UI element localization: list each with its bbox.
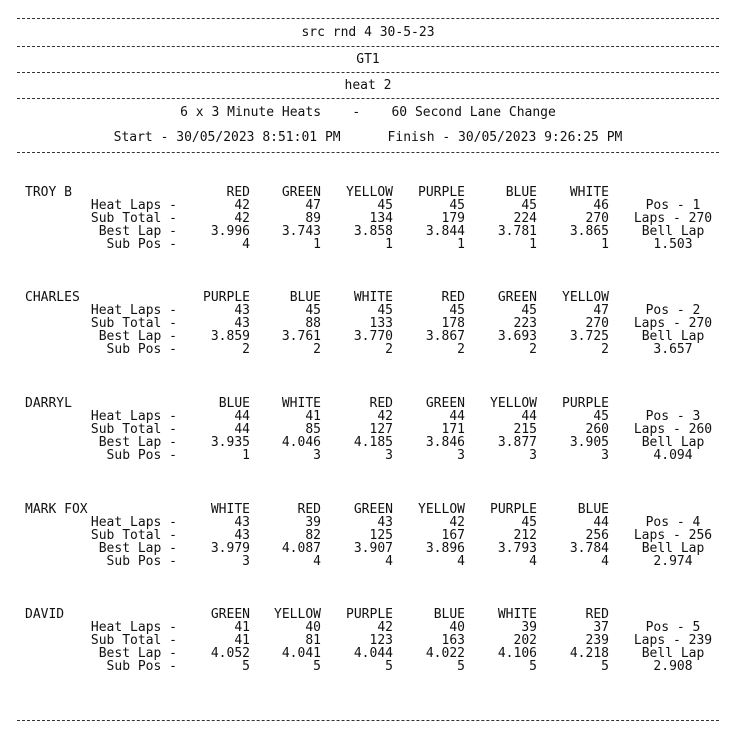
lane-color-cell: RED: [226, 185, 250, 200]
value-cell: 3.859: [210, 329, 250, 344]
racer-name: MARK FOX: [25, 502, 88, 517]
value-cell: 1: [457, 237, 465, 252]
position: Pos - 3: [645, 409, 701, 424]
value-cell: 163: [441, 633, 465, 648]
value-cell: 45: [521, 515, 537, 530]
value-cell: 212: [513, 528, 537, 543]
value-cell: 3.996: [210, 224, 250, 239]
divider: [17, 46, 719, 47]
row-label: Heat Laps -: [90, 620, 177, 635]
row-label: Heat Laps -: [90, 409, 177, 424]
value-cell: 37: [593, 620, 609, 635]
value-cell: 4: [242, 237, 250, 252]
value-cell: 2: [529, 342, 537, 357]
bell-lap-label: Bell Lap: [641, 435, 705, 450]
racer-block: [0, 291, 739, 381]
value-cell: 3.979: [210, 541, 250, 556]
row-label: Best Lap -: [98, 646, 177, 661]
lane-color-cell: RED: [369, 396, 393, 411]
lane-color-cell: GREEN: [353, 502, 393, 517]
value-cell: 1: [242, 448, 250, 463]
value-cell: 1: [529, 237, 537, 252]
lane-color-cell: YELLOW: [562, 290, 609, 305]
value-cell: 4: [601, 554, 609, 569]
row-label: Best Lap -: [98, 435, 177, 450]
divider: [17, 152, 719, 153]
row-label: Best Lap -: [98, 224, 177, 239]
lane-color-cell: GREEN: [425, 396, 465, 411]
value-cell: 40: [449, 620, 465, 635]
value-cell: 46: [593, 198, 609, 213]
value-cell: 3.743: [281, 224, 321, 239]
lane-color-cell: PURPLE: [562, 396, 609, 411]
value-cell: 215: [513, 422, 537, 437]
bell-lap-value: 4.094: [653, 448, 693, 463]
racer-name: DAVID: [25, 607, 65, 622]
total-laps: Laps - 239: [633, 633, 713, 648]
value-cell: 45: [521, 303, 537, 318]
position: Pos - 2: [645, 303, 701, 318]
value-cell: 3.761: [281, 329, 321, 344]
value-cell: 40: [305, 620, 321, 635]
lane-color-cell: RED: [441, 290, 465, 305]
value-cell: 270: [585, 211, 609, 226]
value-cell: 127: [369, 422, 393, 437]
bell-lap-label: Bell Lap: [641, 329, 705, 344]
value-cell: 4.052: [210, 646, 250, 661]
value-cell: 43: [234, 303, 250, 318]
bell-lap-value: 3.657: [653, 342, 693, 357]
class-title: GT1: [356, 52, 380, 67]
sub-pos-row: [0, 660, 739, 673]
row-label: Sub Total -: [90, 316, 177, 331]
value-cell: 42: [377, 409, 393, 424]
lane-color-cell: PURPLE: [346, 607, 393, 622]
value-cell: 41: [234, 620, 250, 635]
bell-lap-value: 1.503: [653, 237, 693, 252]
value-cell: 39: [305, 515, 321, 530]
value-cell: 3.935: [210, 435, 250, 450]
value-cell: 3: [242, 554, 250, 569]
value-cell: 43: [234, 316, 250, 331]
bell-lap-value: 2.908: [653, 659, 693, 674]
bell-lap-label: Bell Lap: [641, 541, 705, 556]
value-cell: 45: [521, 198, 537, 213]
total-laps: Laps - 260: [633, 422, 713, 437]
row-label: Best Lap -: [98, 329, 177, 344]
value-cell: 45: [305, 303, 321, 318]
value-cell: 3: [385, 448, 393, 463]
value-cell: 3.793: [497, 541, 537, 556]
row-label: Sub Total -: [90, 633, 177, 648]
lane-color-cell: YELLOW: [346, 185, 393, 200]
value-cell: 3.844: [425, 224, 465, 239]
value-cell: 3.781: [497, 224, 537, 239]
racer-block: [0, 608, 739, 698]
total-laps: Laps - 270: [633, 211, 713, 226]
value-cell: 3.846: [425, 435, 465, 450]
value-cell: 134: [369, 211, 393, 226]
bell-lap-value: 2.974: [653, 554, 693, 569]
value-cell: 82: [305, 528, 321, 543]
value-cell: 3.858: [353, 224, 393, 239]
lane-color-cell: BLUE: [289, 290, 321, 305]
lane-color-cell: GREEN: [497, 290, 537, 305]
lane-color-cell: GREEN: [281, 185, 321, 200]
value-cell: 44: [449, 409, 465, 424]
value-cell: 223: [513, 316, 537, 331]
event-title: src rnd 4 30-5-23: [301, 25, 435, 40]
divider: [17, 720, 719, 721]
lane-color-cell: GREEN: [210, 607, 250, 622]
value-cell: 3: [529, 448, 537, 463]
sub-pos-row: [0, 238, 739, 251]
value-cell: 239: [585, 633, 609, 648]
value-cell: 4: [529, 554, 537, 569]
lane-color-cell: RED: [585, 607, 609, 622]
lane-color-cell: PURPLE: [203, 290, 250, 305]
value-cell: 4: [457, 554, 465, 569]
value-cell: 5: [601, 659, 609, 674]
racer-name: DARRYL: [25, 396, 72, 411]
value-cell: 3.867: [425, 329, 465, 344]
value-cell: 42: [449, 515, 465, 530]
row-label: Sub Total -: [90, 422, 177, 437]
value-cell: 256: [585, 528, 609, 543]
value-cell: 5: [313, 659, 321, 674]
value-cell: 3: [601, 448, 609, 463]
value-cell: 3.896: [425, 541, 465, 556]
value-cell: 3: [457, 448, 465, 463]
value-cell: 5: [457, 659, 465, 674]
value-cell: 45: [593, 409, 609, 424]
value-cell: 42: [234, 211, 250, 226]
value-cell: 133: [369, 316, 393, 331]
value-cell: 4: [313, 554, 321, 569]
value-cell: 224: [513, 211, 537, 226]
value-cell: 44: [593, 515, 609, 530]
value-cell: 42: [377, 620, 393, 635]
total-laps: Laps - 256: [633, 528, 713, 543]
lane-color-cell: BLUE: [577, 502, 609, 517]
value-cell: 88: [305, 316, 321, 331]
value-cell: 42: [234, 198, 250, 213]
value-cell: 125: [369, 528, 393, 543]
lane-color-cell: WHITE: [281, 396, 321, 411]
value-cell: 4.106: [497, 646, 537, 661]
value-cell: 44: [234, 422, 250, 437]
bell-lap-label: Bell Lap: [641, 646, 705, 661]
lane-color-cell: YELLOW: [490, 396, 537, 411]
row-label: Sub Pos -: [106, 659, 177, 674]
value-cell: 45: [377, 303, 393, 318]
lane-color-cell: WHITE: [497, 607, 537, 622]
racer-block: [0, 186, 739, 276]
times-line: Start - 30/05/2023 8:51:01 PM Finish - 30/05/2023 9:26:25 PM: [113, 130, 623, 145]
value-cell: 85: [305, 422, 321, 437]
row-label: Sub Pos -: [106, 554, 177, 569]
format-line: 6 x 3 Minute Heats - 60 Second Lane Change: [180, 105, 556, 120]
row-label: Sub Pos -: [106, 342, 177, 357]
racer-name: TROY B: [25, 185, 72, 200]
value-cell: 3: [313, 448, 321, 463]
row-label: Sub Pos -: [106, 448, 177, 463]
row-label: Sub Total -: [90, 211, 177, 226]
value-cell: 3.693: [497, 329, 537, 344]
lane-color-cell: BLUE: [218, 396, 250, 411]
value-cell: 43: [377, 515, 393, 530]
value-cell: 4.046: [281, 435, 321, 450]
value-cell: 5: [385, 659, 393, 674]
total-laps: Laps - 270: [633, 316, 713, 331]
value-cell: 3.725: [569, 329, 609, 344]
racer-block: [0, 503, 739, 593]
value-cell: 3.865: [569, 224, 609, 239]
value-cell: 81: [305, 633, 321, 648]
value-cell: 3.905: [569, 435, 609, 450]
value-cell: 2: [457, 342, 465, 357]
lane-color-cell: WHITE: [569, 185, 609, 200]
sub-pos-row: [0, 555, 739, 568]
value-cell: 179: [441, 211, 465, 226]
lane-color-cell: WHITE: [353, 290, 393, 305]
bell-lap-label: Bell Lap: [641, 224, 705, 239]
value-cell: 123: [369, 633, 393, 648]
value-cell: 39: [521, 620, 537, 635]
value-cell: 44: [521, 409, 537, 424]
value-cell: 171: [441, 422, 465, 437]
row-label: Heat Laps -: [90, 515, 177, 530]
position: Pos - 4: [645, 515, 701, 530]
value-cell: 5: [529, 659, 537, 674]
value-cell: 4.185: [353, 435, 393, 450]
row-label: Best Lap -: [98, 541, 177, 556]
value-cell: 45: [449, 198, 465, 213]
lane-color-cell: BLUE: [505, 185, 537, 200]
position: Pos - 5: [645, 620, 701, 635]
lane-color-cell: YELLOW: [274, 607, 321, 622]
row-label: Sub Total -: [90, 528, 177, 543]
value-cell: 202: [513, 633, 537, 648]
lane-color-cell: RED: [297, 502, 321, 517]
value-cell: 260: [585, 422, 609, 437]
value-cell: 41: [305, 409, 321, 424]
racer-name: CHARLES: [25, 290, 80, 305]
heat-title: heat 2: [344, 78, 392, 93]
position: Pos - 1: [645, 198, 701, 213]
value-cell: 2: [385, 342, 393, 357]
value-cell: 45: [449, 303, 465, 318]
sub-pos-row: [0, 449, 739, 462]
row-label: Heat Laps -: [90, 303, 177, 318]
value-cell: 167: [441, 528, 465, 543]
value-cell: 44: [234, 409, 250, 424]
row-label: Heat Laps -: [90, 198, 177, 213]
row-label: Sub Pos -: [106, 237, 177, 252]
value-cell: 2: [601, 342, 609, 357]
value-cell: 89: [305, 211, 321, 226]
value-cell: 4.041: [281, 646, 321, 661]
value-cell: 4.022: [425, 646, 465, 661]
value-cell: 3.770: [353, 329, 393, 344]
divider: [17, 72, 719, 73]
value-cell: 178: [441, 316, 465, 331]
value-cell: 41: [234, 633, 250, 648]
lane-color-cell: YELLOW: [418, 502, 465, 517]
value-cell: 1: [313, 237, 321, 252]
value-cell: 47: [593, 303, 609, 318]
value-cell: 4.087: [281, 541, 321, 556]
lane-color-cell: PURPLE: [490, 502, 537, 517]
value-cell: 43: [234, 515, 250, 530]
divider: [17, 98, 719, 99]
value-cell: 47: [305, 198, 321, 213]
value-cell: 45: [377, 198, 393, 213]
sub-pos-row: [0, 343, 739, 356]
value-cell: 3.907: [353, 541, 393, 556]
value-cell: 270: [585, 316, 609, 331]
value-cell: 3.784: [569, 541, 609, 556]
value-cell: 1: [385, 237, 393, 252]
value-cell: 2: [313, 342, 321, 357]
value-cell: 1: [601, 237, 609, 252]
lane-color-cell: WHITE: [210, 502, 250, 517]
divider: [17, 18, 719, 19]
value-cell: 43: [234, 528, 250, 543]
value-cell: 4: [385, 554, 393, 569]
value-cell: 4.218: [569, 646, 609, 661]
racer-block: [0, 397, 739, 487]
lane-color-cell: BLUE: [433, 607, 465, 622]
value-cell: 4.044: [353, 646, 393, 661]
lane-color-cell: PURPLE: [418, 185, 465, 200]
value-cell: 5: [242, 659, 250, 674]
value-cell: 2: [242, 342, 250, 357]
value-cell: 3.877: [497, 435, 537, 450]
